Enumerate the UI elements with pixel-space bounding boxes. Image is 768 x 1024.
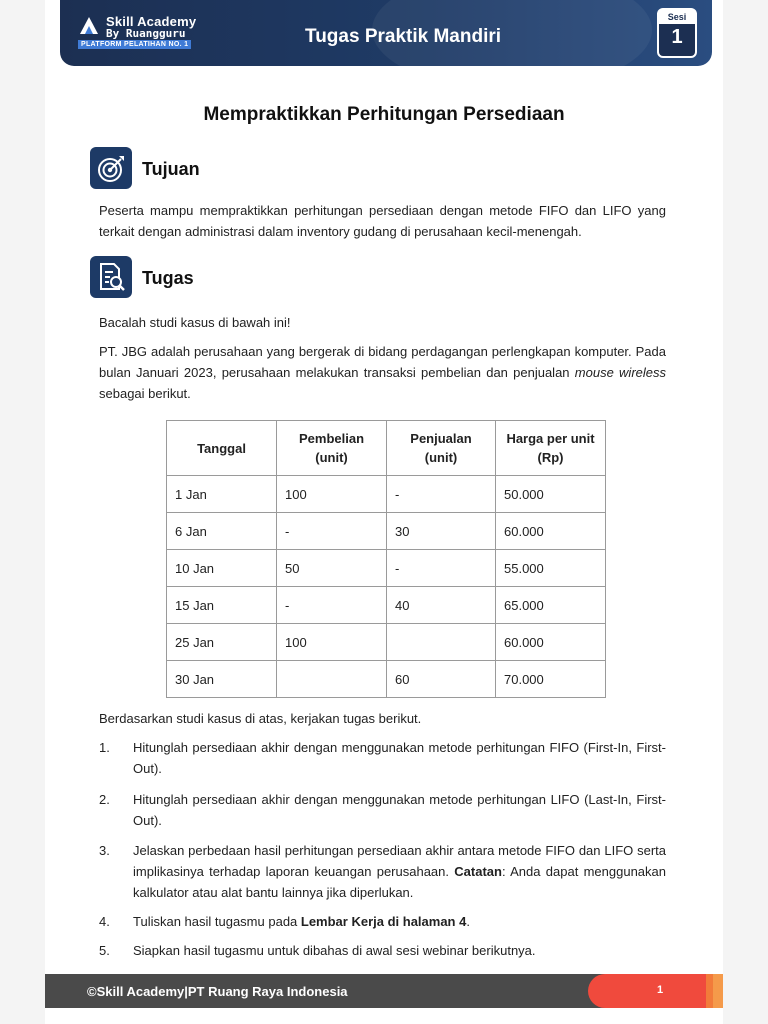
task4-text: Tuliskan hasil tugasmu pada <box>133 914 301 929</box>
task-number: 1. <box>99 740 110 755</box>
header-sales: Penjualan (unit) <box>387 421 496 476</box>
cell-date: 25 Jan <box>167 624 277 661</box>
cell-purchase: 50 <box>277 550 387 587</box>
cell-purchase: - <box>277 587 387 624</box>
task4-bold: Lembar Kerja di halaman 4 <box>300 914 467 929</box>
footer-stripe <box>706 974 713 1008</box>
cell-sales: - <box>387 550 496 587</box>
cell-date: 10 Jan <box>167 550 277 587</box>
tugas-intro: Bacalah studi kasus di bawah ini! <box>99 315 291 330</box>
section-heading-tugas: Tugas <box>142 268 194 288</box>
case-text-part1: PT. JBG adalah perusahaan yang bergerak di bidang perdagangan perlengkapan komputer. Pada bulan Januari 2023, perusahaan melakukan transaksi pembelian dan penjualan <box>99 344 666 380</box>
document-search-icon <box>90 256 132 298</box>
task3-text: Jelaskan perbedaan hasil perhitungan persediaan akhir antara metode FIFO dan LIFO serta implikasinya terhadap laporan keuangan perusahaan. <box>133 843 666 879</box>
session-label: Sesi <box>659 10 695 24</box>
task-number: 5. <box>99 943 110 958</box>
tujuan-text: Peserta mampu mempraktikkan perhitungan persediaan dengan metode FIFO dan LIFO yang terkait dengan administrasi dalam inventory gudang di perusahaan kecil-menengah. <box>99 203 666 239</box>
page-number: 1 <box>657 984 664 996</box>
document-title: Mempraktikkan Perhitungan Persediaan <box>203 104 565 125</box>
task-text: Hitunglah persediaan akhir dengan menggunakan metode perhitungan LIFO (Last-In, First-Out). <box>133 792 666 828</box>
cell-purchase: 100 <box>277 476 387 513</box>
logo-title: Skill Academy <box>106 14 197 29</box>
transactions-table <box>166 420 606 698</box>
cell-sales: 30 <box>387 513 496 550</box>
header-title: Tugas Praktik Mandiri <box>305 26 502 47</box>
cell-purchase <box>277 661 387 698</box>
logo-subtitle: By Ruangguru <box>106 27 186 40</box>
cell-price: 65.000 <box>496 587 606 624</box>
table-header-row <box>167 421 606 476</box>
task-text: Siapkan hasil tugasmu untuk dibahas di awal sesi webinar berikutnya. <box>133 943 536 958</box>
cell-price: 60.000 <box>496 513 606 550</box>
cell-sales: 60 <box>387 661 496 698</box>
cell-date: 1 Jan <box>167 476 277 513</box>
cell-price: 60.000 <box>496 624 606 661</box>
cell-sales: 40 <box>387 587 496 624</box>
session-number: 1 <box>671 26 683 48</box>
cell-purchase: 100 <box>277 624 387 661</box>
cell-date: 6 Jan <box>167 513 277 550</box>
task3-note-text: : Anda dapat menggunakan kalkulator atau alat bantu lainnya jika diperlukan. <box>133 864 666 900</box>
cell-date: 15 Jan <box>167 587 277 624</box>
section-heading-tujuan: Tujuan <box>142 159 200 179</box>
table-row <box>167 661 606 698</box>
cell-price: 50.000 <box>496 476 606 513</box>
session-badge <box>657 8 697 58</box>
cell-sales <box>387 624 496 661</box>
task-text: Hitunglah persediaan akhir dengan menggunakan metode perhitungan FIFO (First-In, First-Out). <box>133 740 666 776</box>
cell-date: 30 Jan <box>167 661 277 698</box>
cell-sales: - <box>387 476 496 513</box>
footer-bar <box>45 974 723 1008</box>
table-row <box>167 587 606 624</box>
logo-mark-icon <box>78 14 100 38</box>
task-text <box>133 840 666 903</box>
task3-note-label: Catatan <box>454 864 502 879</box>
task4-rest: . <box>466 914 470 929</box>
case-text-italic: mouse wireless <box>574 365 666 380</box>
table-row <box>167 513 606 550</box>
table-row <box>167 550 606 587</box>
task-number: 4. <box>99 914 110 929</box>
task-text <box>133 911 666 932</box>
case-text-part2: sebagai berikut. <box>99 386 191 401</box>
header-banner <box>60 0 712 66</box>
target-icon <box>90 147 132 189</box>
task-number: 3. <box>99 843 110 858</box>
footer-page-pill <box>588 974 706 1008</box>
task-number: 2. <box>99 792 110 807</box>
cell-purchase: - <box>277 513 387 550</box>
cell-price: 55.000 <box>496 550 606 587</box>
after-table-text: Berdasarkan studi kasus di atas, kerjakan tugas berikut. <box>99 711 422 726</box>
case-study-text <box>99 341 666 404</box>
table-row <box>167 624 606 661</box>
cell-price: 70.000 <box>496 661 606 698</box>
header-purchase: Pembelian (unit) <box>277 421 387 476</box>
footer-stripe <box>713 974 723 1008</box>
header-date: Tanggal <box>167 421 277 476</box>
footer-copyright: ©Skill Academy|PT Ruang Raya Indonesia <box>87 984 348 999</box>
table-row <box>167 476 606 513</box>
header-price: Harga per unit (Rp) <box>496 421 606 476</box>
logo-tagline: PLATFORM PELATIHAN NO. 1 <box>78 40 191 49</box>
